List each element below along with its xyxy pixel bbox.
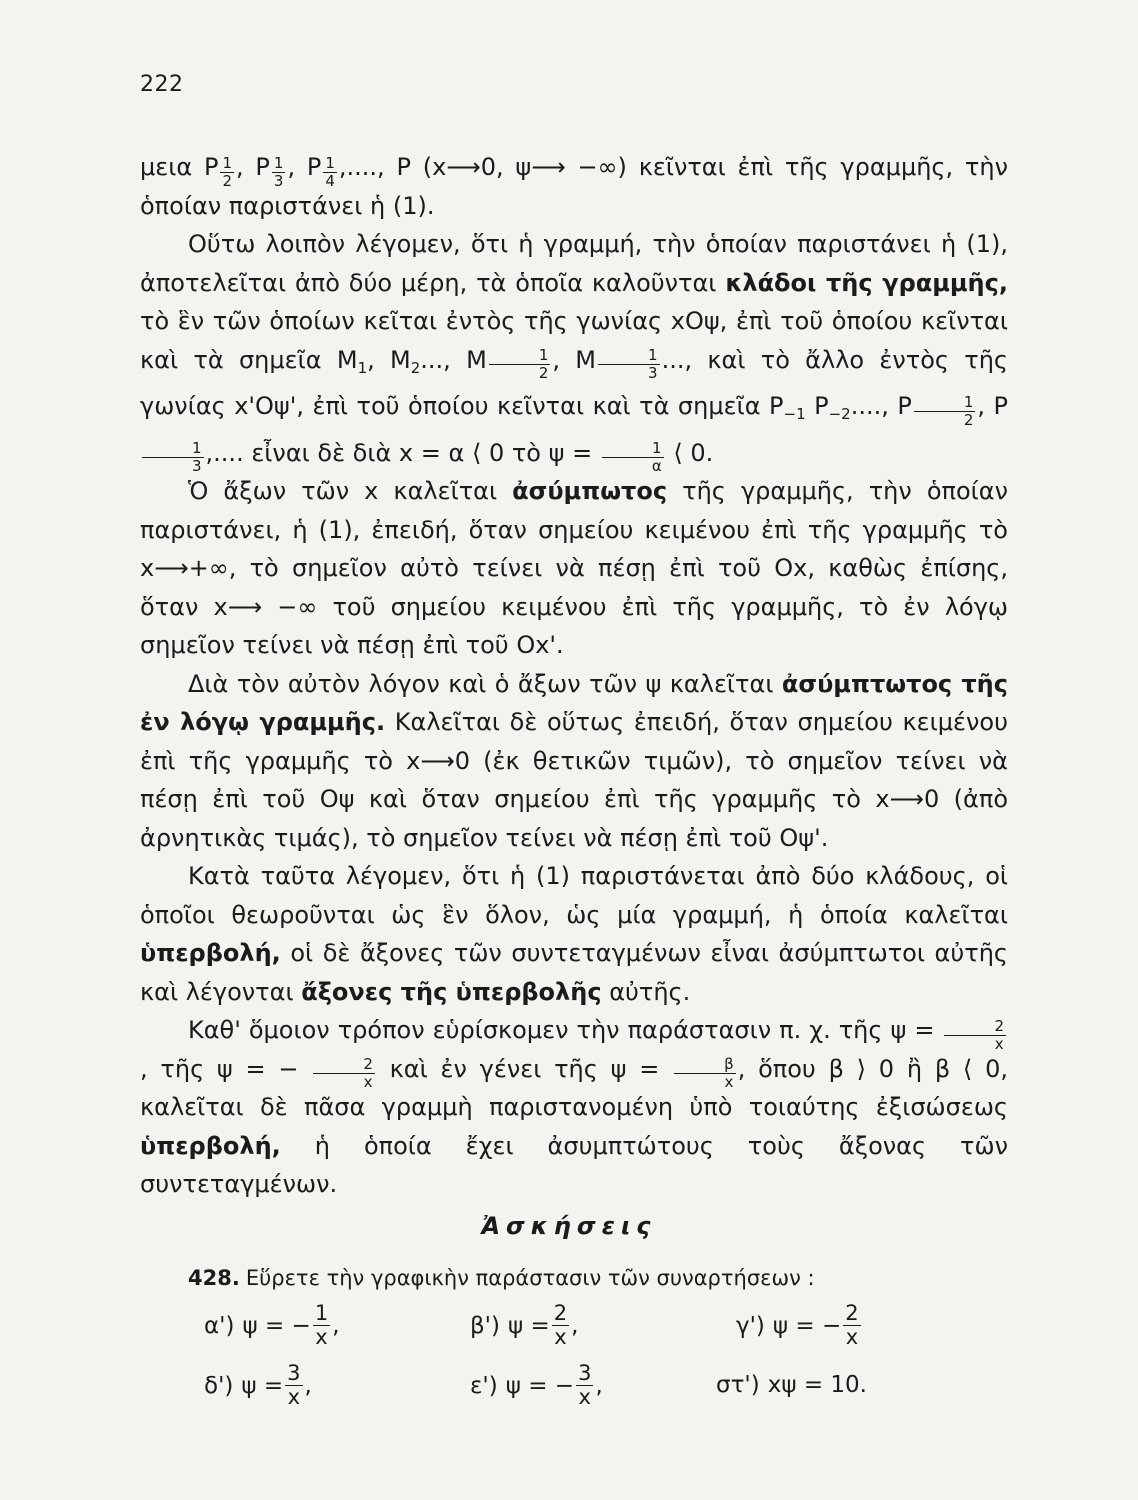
fraction: $\frac{1}{3}$ — [273, 153, 284, 190]
fraction: $\frac{3}{x}$ — [578, 1361, 592, 1409]
exercise-item-c: γ') ψ = − $\frac{2}{x}$ — [736, 1301, 859, 1349]
exercises-heading: Ἀσκήσεις — [481, 1212, 657, 1240]
fraction: $\frac{2}{x}$ — [845, 1301, 859, 1349]
problem-statement — [188, 1266, 815, 1290]
paragraph: Διὰ τὸν αὐτὸν λόγον καὶ ὁ ἄξων τῶν ψ καλεῖται ἀσύμπτωτος τῆς ἐν λόγῳ γραμμῆς. Καλεῖται δὲ οὕτως ἐπειδή, ὅταν σημείου κειμένου ἐπὶ τῆς γραμμῆς τὸ x⟶0 (ἐκ θετικῶν τιμῶν), τὸ σημεῖον τείνει νὰ πέσῃ ἐπὶ τοῦ Oψ καὶ ὅταν σημείου ἐπὶ τῆς γραμμῆς τὸ x⟶0 (ἀπὸ ἀρνητικὰς τιμάς), τὸ σημεῖον τείνει νὰ πέσῃ ἐπὶ τοῦ Oψ'. — [140, 669, 1008, 852]
problem-text: Εὕρετε τὴν γραφικὴν παράστασιν τῶν συναρτήσεων : — [245, 1266, 815, 1290]
exercise-item-d: δ') ψ = $\frac{3}{x}$ , — [204, 1361, 312, 1409]
fraction: $\frac{1}{2}$ — [489, 347, 551, 382]
bold-term: ἀσύμπωτος — [512, 477, 668, 505]
fraction: $\frac{2}{x}$ — [313, 1056, 375, 1091]
fraction: $\frac{2}{x}$ — [553, 1301, 568, 1349]
fraction: $\frac{1}{x}$ — [314, 1301, 329, 1349]
page-number: 222 — [140, 72, 184, 97]
fraction: $\frac{1}{2}$ — [222, 153, 232, 190]
exercise-item-f: στ') xψ = 10. — [716, 1372, 867, 1398]
fraction: $\frac{1}{3}$ — [598, 347, 660, 382]
bold-term: ὑπερβολή, — [140, 939, 281, 967]
page-body — [140, 148, 1008, 1204]
fraction: $\frac{1}{2}$ — [914, 394, 976, 429]
exercise-item-e: ε') ψ = − $\frac{3}{x}$ , — [470, 1361, 603, 1409]
paragraph: Κατὰ ταῦτα λέγομεν, ὅτι ἡ (1) παριστάνεται ἀπὸ δύο κλάδους, οἱ ὁποῖοι θεωροῦνται ὡς ἓν ὅλον, ὡς μία γραμμή, ἡ ὁποία καλεῖται ὑπερβολή, οἱ δὲ ἄξονες τῶν συντεταγμένων εἶναι ἀσύμπτωτοι αὐτῆς καὶ λέγονται ἄξονες τῆς ὑπερβολῆς αὐτῆς. — [140, 862, 1008, 1006]
fraction: $\frac{1}{4}$ — [325, 153, 335, 190]
bold-term: ἀσύμπτωτος τῆς ἐν λόγῳ γραμμῆς. — [140, 669, 1008, 736]
bold-term: ἄξονες τῆς ὑπερβολῆς — [301, 977, 602, 1006]
bold-term: ὑπερβολή, — [140, 1131, 281, 1160]
fraction: $\frac{\beta}{x}$ — [674, 1056, 736, 1091]
paragraph: Καθ' ὅμοιον τρόπον εὑρίσκομεν τὴν παράστασιν π. χ. τῆς ψ = $\frac{2}{x}$ , τῆς ψ = − $\frac{2}{x}$ καὶ ἐν γένει τῆς ψ = $\frac{\beta}{x}$ , ὅπου β ⟩ 0 ἢ β ⟨ 0, καλεῖται δὲ πᾶσα γραμμὴ παριστανομένη ὑπὸ τοιαύτης ἐξισώσεως ὑπερβολή, ἡ ὁποία ἔχει ἀσυμπτώτους τοὺς ἄξονας τῶν συντεταγμένων. — [140, 1016, 1008, 1198]
exercise-item-b: β') ψ = $\frac{2}{x}$ , — [470, 1301, 579, 1349]
fraction: $\frac{3}{x}$ — [287, 1361, 301, 1409]
paragraph: Οὕτω λοιπὸν λέγομεν, ὅτι ἡ γραμμή, τὴν ὁποίαν παριστάνει ἡ (1), ἀποτελεῖται ἀπὸ δύο μέρη, τὰ ὁποῖα καλοῦνται κλάδοι τῆς γραμμῆς, τὸ ἓν τῶν ὁποίων κεῖται ἐντὸς τῆς γωνίας xOψ, ἐπὶ τοῦ ὁποίου κεῖνται καὶ τὰ σημεῖα $M_1$, $M_2$..., M $\frac{1}{2}$ , M $\frac{1}{3}$ ..., καὶ τὸ ἄλλο ἐντὸς τῆς γωνίας x'Oψ', ἐπὶ τοῦ ὁποίου κεῖνται καὶ τὰ σημεῖα $P_{-1}$ $P_{-2}$...., P $\frac{1}{2}$ , P $\frac{1}{3}$ ,.... εἶναι δὲ διὰ x = α ⟨ 0 τὸ ψ = $\frac{1}{\alpha}$ ⟨ 0. — [140, 230, 1009, 475]
fraction: $\frac{1}{3}$ — [142, 440, 204, 475]
exercise-item-a: α') ψ = − $\frac{1}{x}$ , — [204, 1301, 340, 1349]
fraction: $\frac{2}{x}$ — [944, 1018, 1006, 1053]
fraction: $\frac{1}{\alpha}$ — [602, 440, 664, 475]
paragraph: μεια P $\frac{1}{2}$ , P $\frac{1}{3}$ , P $\frac{1}{4}$ ,...., P (x⟶0, ψ⟶ −∞) κεῖνται ἐπὶ τῆς γραμμῆς, τὴν ὁποίαν παριστάνει ἡ (1). — [140, 153, 1008, 220]
bold-term: κλάδοι τῆς γραμμῆς, — [725, 268, 1008, 297]
paragraph: Ὁ ἄξων τῶν x καλεῖται ἀσύμπωτος τῆς γραμμῆς, τὴν ὁποίαν παριστάνει, ἡ (1), ἐπειδή, ὅταν σημείου κειμένου ἐπὶ τῆς γραμμῆς τὸ x⟶+∞, τὸ σημεῖον αὐτὸ τείνει νὰ πέσῃ ἐπὶ τοῦ Ox, καθὼς ἐπίσης, ὅταν x⟶ −∞ τοῦ σημείου κειμένου ἐπὶ τῆς γραμμῆς, τὸ ἐν λόγῳ σημεῖον τείνει νὰ πέσῃ ἐπὶ τοῦ Ox'. — [140, 477, 1008, 659]
problem-number: 428. — [188, 1266, 240, 1290]
